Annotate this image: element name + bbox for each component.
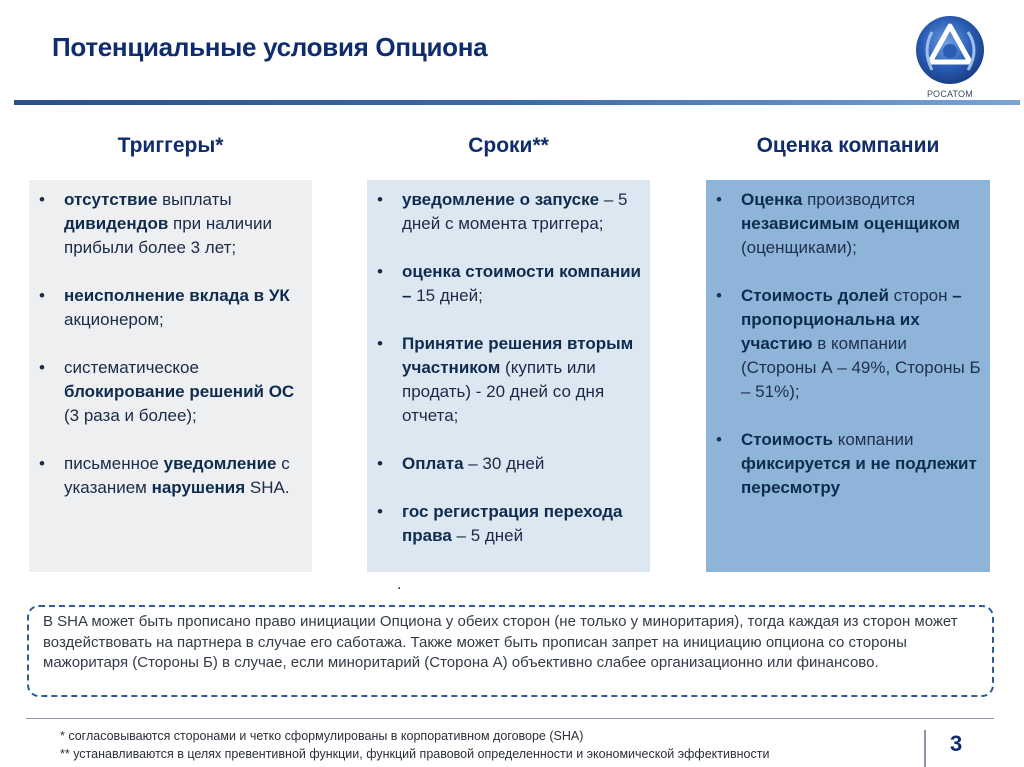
slide-title: Потенциальные условия Опциона (52, 32, 488, 62)
triggers-list (37, 188, 304, 500)
footnote-1: * согласовываются сторонами и четко сформулированы в корпоративном договоре (SHA) (60, 729, 584, 743)
bullet-item: • Стоимость компании фиксируется и не подлежит пересмотру (714, 428, 982, 500)
footer-divider (26, 718, 994, 719)
bullet-item: • Стоимость долей сторон – пропорциональна их участию в компании (Стороны А – 49%, Стороны Б – 51%); (714, 284, 982, 404)
bullet-item: • систематическое блокирование решений ОС (3 раза и более); (37, 356, 304, 428)
valuation-list (714, 188, 982, 500)
bullet-item: • уведомление о запуске – 5 дней с момента триггера; (375, 188, 642, 236)
bullet-item: • гос регистрация перехода права – 5 дней (375, 500, 642, 548)
bullet-item: • оценка стоимости компании – 15 дней; (375, 260, 642, 308)
footnote-2: ** устанавливаются в целях превентивной функции, функций правовой определенности и экономической эффективности (60, 747, 770, 761)
sha-note-box: В SHA может быть прописано право инициации Опциона у обеих сторон (не только у миноритария), тогда каждая из сторон может воздействовать на партнера в случае его саботажа. Также может быть прописан запрет на инициацию опциона со стороны мажоритаря (Стороны Б) в случае, если миноритарий (Сторона А) объективно слабее организационно или финансово. (27, 605, 994, 697)
page-number-separator (924, 730, 926, 767)
rosatom-logo-icon (912, 12, 988, 88)
bullet-item: • Оценка производится независимым оценщиком (оценщиками); (714, 188, 982, 260)
column-title-triggers: Триггеры* (117, 134, 224, 157)
valuation-box (706, 180, 990, 572)
bullet-item: • отсутствие выплаты дивидендов при наличии прибыли более 3 лет; (37, 188, 304, 260)
footnotes (60, 727, 769, 763)
deadlines-list (375, 188, 642, 548)
deadlines-box (367, 180, 650, 572)
triggers-box (29, 180, 312, 572)
bullet-item: • письменное уведомление с указанием нарушения SHA. (37, 452, 304, 500)
logo-text: РОСАТОМ (926, 89, 974, 99)
bullet-item: • неисполнение вклада в УК акционером; (37, 284, 304, 332)
column-title-valuation: Оценка компании (756, 134, 940, 157)
bullet-item: • Оплата – 30 дней (375, 452, 642, 476)
column-title-deadlines: Сроки** (468, 134, 549, 157)
bullet-item: • Принятие решения вторым участником (купить или продать) - 20 дней со дня отчета; (375, 332, 642, 428)
header-divider (14, 100, 1020, 105)
page-number: 3 (950, 731, 963, 756)
stray-period: . (397, 576, 402, 593)
rosatom-logo (912, 12, 988, 102)
